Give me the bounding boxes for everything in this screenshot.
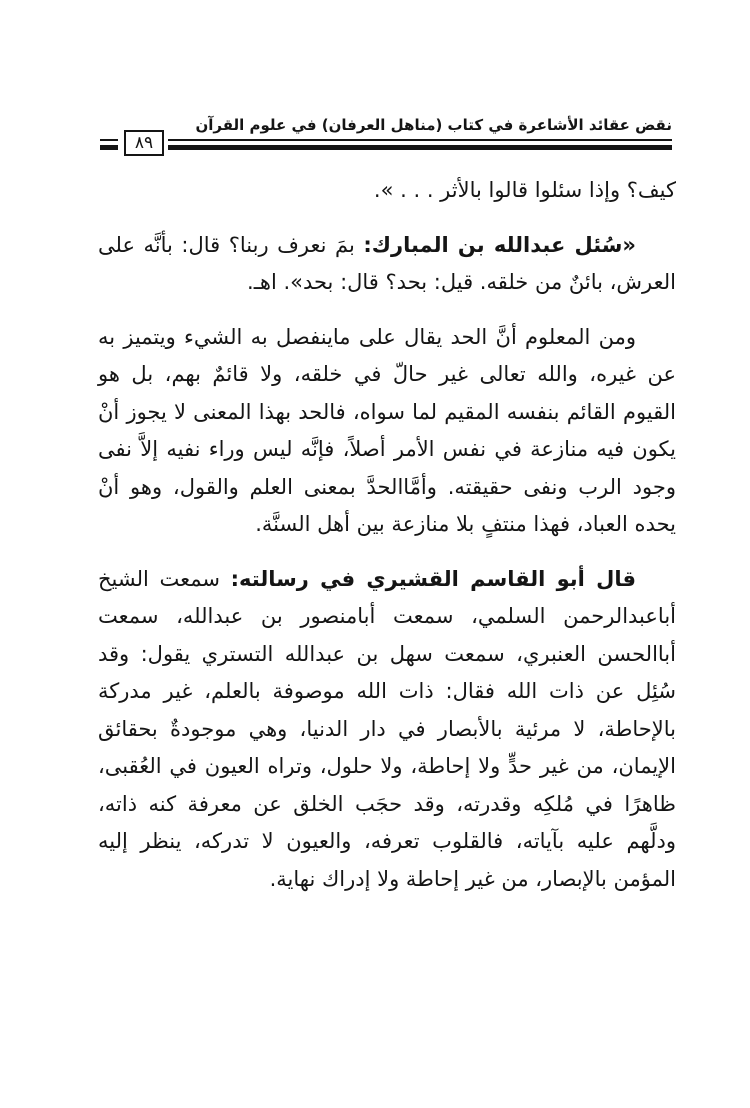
paragraph-text: بمَ نعرف ربنا؟ قال: بأنَّه على العرش، بائنٌ من خلقه. قيل: بحد؟ قال: بحد». اهـ. (98, 232, 676, 294)
paragraph-lead: «سُئل عبدالله بن المبارك: (363, 232, 636, 257)
header-dash-thick (100, 145, 118, 150)
body-text (98, 172, 676, 898)
header-rule-thin (168, 139, 672, 141)
header-rule-thick (168, 145, 672, 150)
paragraph-quote-qushayri (98, 561, 676, 899)
page-number: ٨٩ (124, 130, 164, 156)
paragraph-quote-ibn-mubarak (98, 227, 676, 302)
running-header-title: نقض عقائد الأشاعرة في كتاب (مناهل العرفان) في علوم القرآن (195, 116, 672, 134)
paragraph-continuation (98, 172, 676, 210)
paragraph-text: سمعت الشيخ أباعبدالرحمن السلمي، سمعت أبامنصور بن عبدالله، سمعت أباالحسن العنبري، سمعت سهل بن عبدالله التستري يقول: وقد سُئِل عن ذات الله فقال: ذات الله موصوفة بالعلم، غير مدركة بالإحاطة، لا مرئية بالأبصار في دار الدنيا، وهي موجودةٌ بحقائق الإيمان، من غير حدٍّ ولا إحاطة، ولا حلول، وتراه العيون في العُقبى، ظاهرًا في مُلكِه وقدرته، وقد حجَب الخلق عن معرفة كنه ذاته، ودلَّهم عليه بآياته، فالقلوب تعرفه، والعيون لا تدركه، ينظر إليه المؤمن بالإبصار، من غير إحاطة ولا إدراك نهاية. (98, 566, 676, 891)
paragraph-text: ومن المعلوم أنَّ الحد يقال على ماينفصل به الشيء ويتميز به عن غيره، والله تعالى غير حالّ في خلقه، ولا قائمٌ بهم، بل هو القيوم القائم بنفسه المقيم لما سواه، فالحد بهذا المعنى لا يجوز أنْ يكون فيه منازعة في نفس الأمر أصلاً، فإنَّه ليس وراء نفيه إلاَّ نفى وجود الرب ونفى حقيقته. وأمَّاالحدَّ بمعنى العلم والقول، وهو أنْ يحده العباد، فهذا منتفٍ بلا منازعة بين أهل السنَّة. (98, 324, 676, 536)
header-dash-thin (100, 139, 118, 141)
paragraph-definition-of-hadd (98, 319, 676, 544)
paragraph-lead: قال أبو القاسم القشيري في رسالته: (230, 566, 636, 591)
paragraph-text: كيف؟ وإذا سئلوا قالوا بالأثر . . . ». (373, 178, 676, 202)
